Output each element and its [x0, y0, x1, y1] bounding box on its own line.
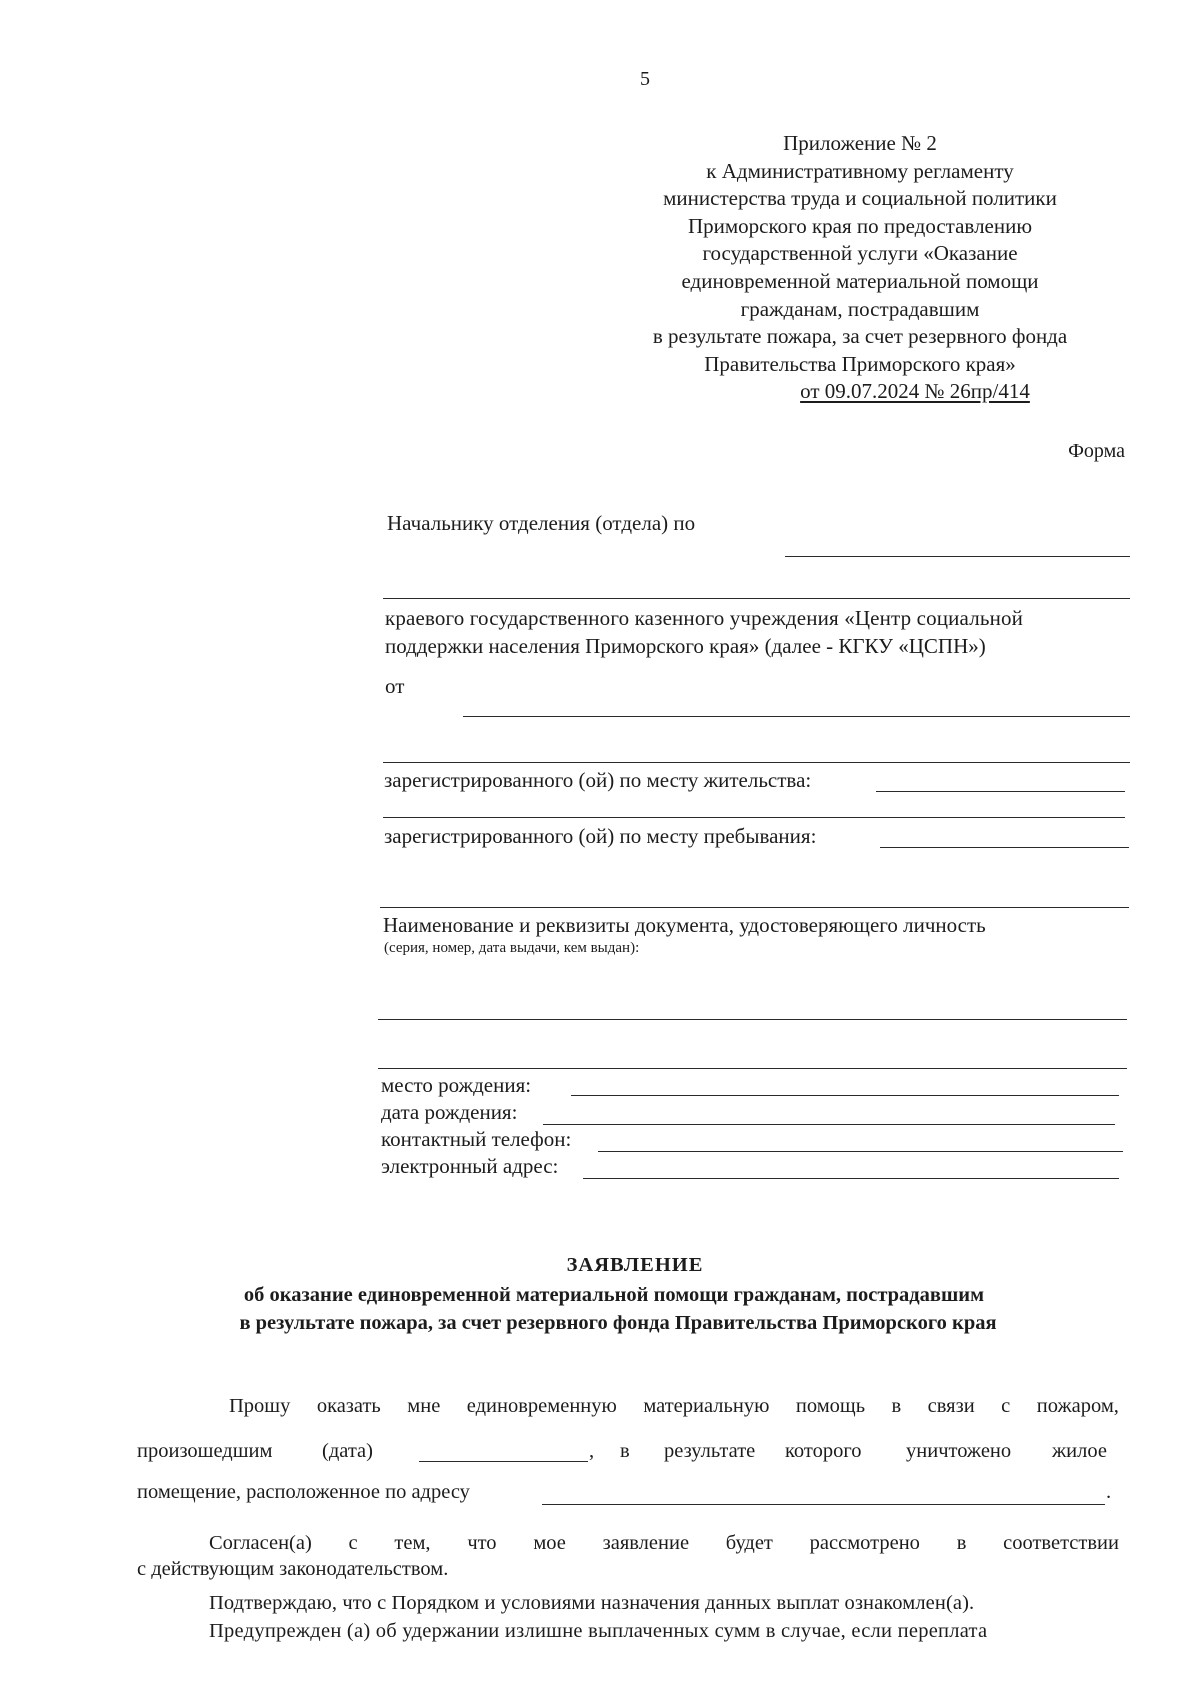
birthplace-field-line[interactable]	[571, 1095, 1119, 1096]
word: в	[620, 1440, 630, 1462]
residence-label: зарегистрированного (ой) по месту жительства:	[384, 768, 812, 792]
word: единовременную	[466, 1395, 617, 1417]
stay-label: зарегистрированного (ой) по месту пребывания:	[384, 824, 817, 848]
statement-subtitle: об оказание единовременной материальной помощи гражданам, пострадавшим	[243, 1284, 985, 1306]
email-label: электронный адрес:	[381, 1154, 559, 1178]
addressee-head-label: Начальнику отделения (отдела) по	[387, 511, 696, 535]
address-label: помещение, расположенное по адресу	[137, 1481, 470, 1503]
fire-date-hint: (дата)	[322, 1440, 373, 1462]
birthdate-field-line[interactable]	[543, 1124, 1115, 1125]
id-document-field-line[interactable]	[378, 1019, 1127, 1020]
word: уничтожено	[906, 1440, 1012, 1462]
word: результате	[664, 1440, 756, 1462]
email-field-line[interactable]	[583, 1178, 1119, 1179]
word: соответствии	[1003, 1532, 1119, 1554]
word: Прошу	[229, 1395, 291, 1417]
stay-field-line[interactable]	[880, 847, 1129, 848]
appendix-line: Приморского края по предоставлению	[687, 213, 1033, 238]
statement-title: ЗАЯВЛЕНИЕ	[566, 1254, 704, 1276]
word: материальную	[643, 1395, 770, 1417]
statement-paragraph-line	[229, 1393, 1119, 1419]
period: .	[1106, 1481, 1112, 1503]
statement-subtitle: в результате пожара, за счет резервного фонда Правительства Приморского края	[239, 1312, 997, 1334]
id-document-label: Наименование и реквизиты документа, удостоверяющего личность	[383, 913, 986, 937]
word: помощь	[795, 1395, 866, 1417]
appendix-line: к Административному регламенту	[706, 158, 1014, 183]
department-field-line[interactable]	[785, 556, 1130, 557]
statement-paragraph-line: Подтверждаю, что с Порядком и условиями назначения данных выплат ознакомлен(а).	[209, 1592, 975, 1614]
word: мое	[533, 1532, 566, 1554]
word: мне	[407, 1395, 441, 1417]
word: будет	[725, 1532, 773, 1554]
appendix-date-number: от 09.07.2024 № 26пр/414	[800, 379, 1030, 404]
stay-field-line-2[interactable]	[380, 907, 1129, 908]
word: в	[891, 1395, 902, 1417]
word: пожаром,	[1036, 1395, 1119, 1417]
department-field-line-2[interactable]	[383, 598, 1130, 599]
appendix-line: единовременной материальной помощи	[681, 268, 1039, 293]
appendix-line: Приложение № 2	[783, 131, 937, 155]
from-label: от	[385, 674, 405, 698]
word: оказать	[316, 1395, 381, 1417]
comma: ,	[589, 1440, 595, 1462]
institution-line: поддержки населения Приморского края» (далее - КГКУ «ЦСПН»)	[385, 634, 986, 658]
applicant-name-line[interactable]	[463, 716, 1130, 717]
form-label: Форма	[1068, 440, 1125, 462]
appendix-header	[600, 130, 1120, 406]
id-document-hint: (серия, номер, дата выдачи, кем выдан):	[384, 940, 640, 956]
birthdate-label: дата рождения:	[381, 1100, 518, 1124]
word: связи	[927, 1395, 975, 1417]
residence-field-line-2[interactable]	[383, 817, 1125, 818]
fire-date-field-line[interactable]	[419, 1461, 588, 1462]
applicant-name-line-2[interactable]	[383, 762, 1130, 763]
word: Согласен(а)	[209, 1532, 312, 1554]
word: что	[467, 1532, 497, 1554]
appendix-line: Правительства Приморского края»	[704, 351, 1016, 376]
id-document-field-line-2[interactable]	[378, 1068, 1127, 1069]
residence-field-line[interactable]	[876, 791, 1125, 792]
birthplace-label: место рождения:	[381, 1073, 532, 1097]
phone-label: контактный телефон:	[381, 1127, 572, 1151]
word: которого	[785, 1440, 862, 1462]
address-field-line[interactable]	[542, 1504, 1105, 1505]
page-number: 5	[640, 68, 650, 90]
word: в	[956, 1532, 967, 1554]
word: с	[348, 1532, 358, 1554]
word: заявление	[602, 1532, 690, 1554]
fire-date-label: произошедшим	[137, 1440, 273, 1462]
word: тем,	[394, 1532, 431, 1554]
word: жилое	[1052, 1440, 1107, 1462]
appendix-line: гражданам, пострадавшим	[740, 296, 980, 321]
institution-line: краевого государственного казенного учреждения «Центр социальной	[385, 606, 1023, 630]
word: рассмотрено	[809, 1532, 920, 1554]
phone-field-line[interactable]	[598, 1151, 1123, 1152]
statement-paragraph-line	[209, 1530, 1119, 1556]
appendix-line: министерства труда и социальной политики	[663, 186, 1057, 211]
appendix-line: в результате пожара, за счет резервного фонда	[652, 324, 1068, 349]
statement-paragraph-line: Предупрежден (а) об удержании излишне выплаченных сумм в случае, если переплата	[209, 1620, 988, 1642]
word: с	[1001, 1395, 1011, 1417]
appendix-line: государственной услуги «Оказание	[702, 241, 1018, 266]
statement-paragraph-line: с действующим законодательством.	[137, 1558, 449, 1580]
